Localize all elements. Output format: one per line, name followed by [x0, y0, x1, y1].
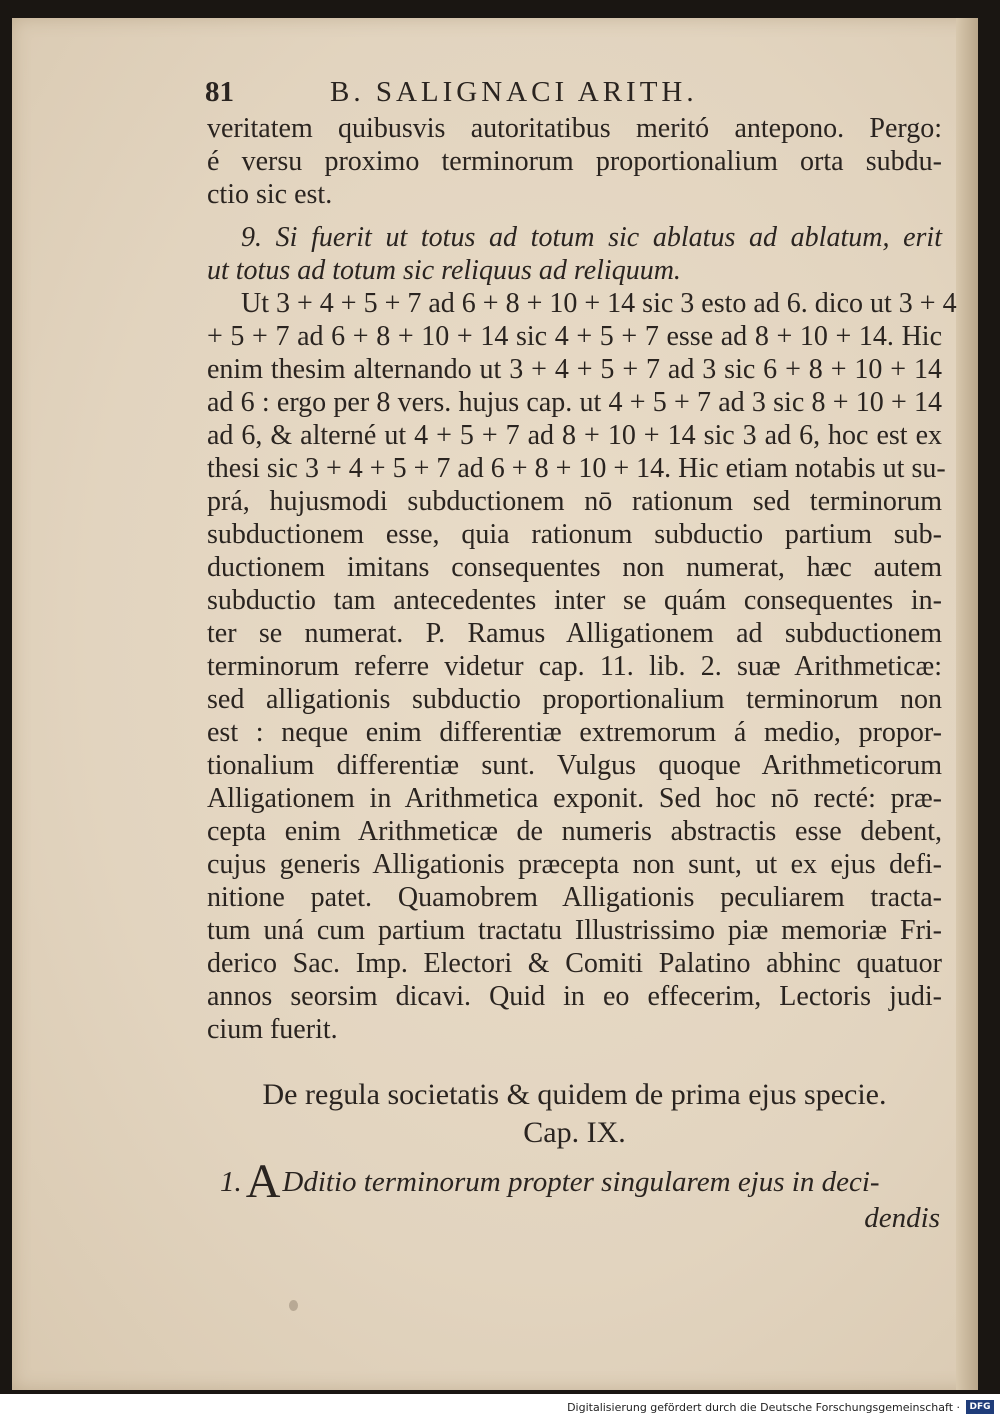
paragraph-line: cepta enim Arithmeticæ de numeris abstractis esse debent,: [207, 816, 942, 847]
paragraph-line: derico Sac. Imp. Electori & Comiti Palatino abhinc quatuor: [207, 948, 942, 979]
paragraph-line: cium fuerit.: [207, 1014, 338, 1045]
paragraph-line: thesi sic 3 + 4 + 5 + 7 ad 6 + 8 + 10 + 14. Hic etiam notabis ut su-: [207, 453, 946, 484]
body-line: veritatem quibusvis autoritatibus meritó antepono. Pergo:: [207, 113, 942, 144]
catchword: dendis: [864, 1202, 940, 1234]
paragraph-line: annos seorsim dicavi. Quid in eo effecerim, Lectoris judi-: [207, 981, 942, 1012]
rule-9-line-1: 9. Si fuerit ut totus ad totum sic ablatus ad ablatum, erit: [241, 222, 942, 253]
paragraph-line: terminorum referre videtur cap. 11. lib. 2. suæ Arithmeticæ:: [207, 651, 942, 682]
paper-stain: [289, 1300, 298, 1311]
rule-1-text: Dditio terminorum propter singularem ejus in deci-: [282, 1166, 880, 1198]
paragraph-line: sed alligationis subductio proportionalium terminorum non: [207, 684, 942, 715]
chapter-heading: [207, 1076, 942, 1152]
paragraph-line: enim thesim alternando ut 3 + 4 + 5 + 7 ad 3 sic 6 + 8 + 10 + 14: [207, 354, 942, 385]
running-header: [205, 76, 805, 116]
paragraph-line: tum uná cum partium tractatu Illustrissimo piæ memoriæ Fri-: [207, 915, 942, 946]
paragraph-line: ad 6, & alterné ut 4 + 5 + 7 ad 8 + 10 + 14 sic 3 ad 6, hoc est ex: [207, 420, 942, 451]
page-body: [207, 112, 957, 1046]
paragraph-line: prá, hujusmodi subductionem nō rationum sed terminorum: [207, 486, 942, 517]
paragraph-line: cujus generis Alligationis præcepta non sunt, ut ex ejus defi-: [207, 849, 942, 880]
paragraph-line: subductionem esse, quia rationum subductio partium sub-: [207, 519, 942, 550]
body-line: ctio sic est.: [207, 179, 333, 210]
paragraph-line: tionalium differentiæ sunt. Vulgus quoque Arithmeticorum: [207, 750, 942, 781]
body-line: é versu proximo terminorum proportionalium orta subdu-: [207, 146, 942, 177]
paragraph-line: ter se numerat. P. Ramus Alligationem ad subductionem: [207, 618, 942, 649]
paragraph-line: Ut 3 + 4 + 5 + 7 ad 6 + 8 + 10 + 14 sic 3 esto ad 6. dico ut 3 + 4: [241, 288, 957, 319]
paragraph-line: subductio tam antecedentes inter se quám consequentes in-: [207, 585, 942, 616]
dfg-logo-icon: DFG: [966, 1400, 994, 1414]
rule-1: [220, 1155, 940, 1234]
funding-notice: Digitalisierung gefördert durch die Deutsche Forschungsgemeinschaft ·: [567, 1401, 960, 1414]
paragraph-line: ad 6 : ergo per 8 vers. hujus cap. ut 4 + 5 + 7 ad 3 sic 8 + 10 + 14: [207, 387, 942, 418]
running-title: B. SALIGNACI ARITH.: [330, 76, 698, 108]
rule-number: 1.: [220, 1166, 242, 1198]
digitization-footer: [0, 1394, 1000, 1420]
drop-cap: A: [245, 1155, 281, 1208]
paragraph-line: est : neque enim differentiæ extremorum á medio, propor-: [207, 717, 942, 748]
page-number: 81: [205, 76, 234, 108]
paragraph-line: Alligationem in Arithmetica exponit. Sed hoc nō recté: præ-: [207, 783, 942, 814]
rule-number: 9.: [241, 222, 262, 253]
chapter-title: De regula societatis & quidem de prima ejus specie.: [262, 1078, 887, 1111]
paragraph-line: + 5 + 7 ad 6 + 8 + 10 + 14 sic 4 + 5 + 7 esse ad 8 + 10 + 14. Hic: [207, 321, 942, 352]
paragraph-line: ductionem imitans consequentes non numerat, hæc autem: [207, 552, 942, 583]
paragraph-line: nitione patet. Quamobrem Alligationis peculiarem tracta-: [207, 882, 942, 913]
page-spine-shadow: [956, 18, 978, 1390]
chapter-label: Cap. IX.: [523, 1116, 626, 1149]
rule-9-line-2: ut totus ad totum sic reliquus ad reliquum.: [207, 255, 681, 286]
